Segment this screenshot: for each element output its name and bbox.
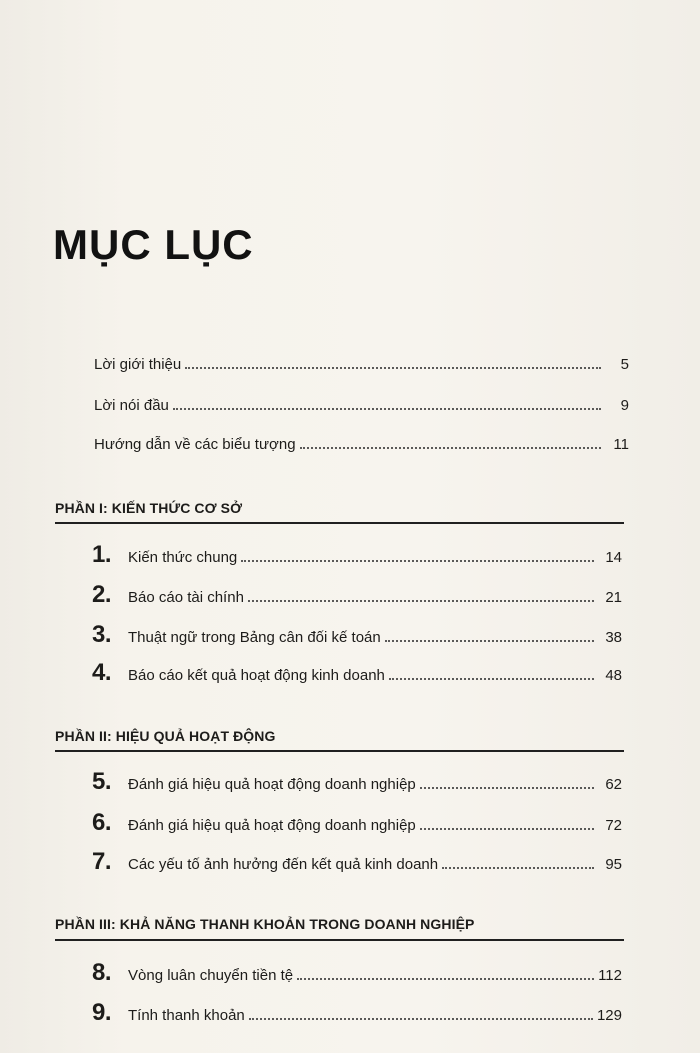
chapter-number: 6.	[92, 809, 112, 836]
chapter-number: 3.	[92, 621, 112, 648]
chapter-number: 4.	[92, 659, 112, 686]
entry-label: Đánh giá hiệu quả hoạt động doanh nghiệp	[128, 817, 416, 834]
page-number: 48	[605, 667, 622, 684]
entry-label: Kiến thức chung	[128, 549, 238, 566]
page-title: MỤC LỤC	[53, 221, 254, 268]
toc-entry-chapter-6	[92, 811, 622, 835]
dot-leader	[241, 559, 594, 562]
entry-label: Vòng luân chuyển tiền tệ	[128, 967, 294, 984]
entry-label: Đánh giá hiệu quả hoạt động doanh nghiệp	[128, 776, 416, 793]
section-heading-3: PHẦN III: KHẢ NĂNG THANH KHOẢN TRONG DOANH NGHIỆP	[55, 916, 475, 932]
dot-leader	[300, 446, 601, 449]
entry-label: Báo cáo kết quả hoạt động kinh doanh	[128, 667, 385, 684]
dot-leader	[420, 786, 594, 789]
section-divider-1	[55, 522, 624, 524]
dot-leader	[420, 827, 594, 830]
toc-entry-intro-2	[94, 391, 629, 415]
page-number: 112	[598, 967, 622, 984]
page-number: 129	[596, 1007, 622, 1024]
toc-entry-intro-3	[94, 430, 629, 454]
page-number: 95	[605, 856, 622, 873]
chapter-number: 5.	[92, 768, 112, 795]
page-number: 5	[620, 356, 629, 373]
chapter-number: 7.	[92, 848, 112, 875]
entry-label: Hướng dẫn về các biểu tượng	[94, 436, 296, 453]
entry-label: Thuật ngữ trong Bảng cân đối kế toán	[128, 629, 381, 646]
toc-entry-chapter-1	[92, 543, 622, 567]
toc-entry-chapter-2	[92, 583, 622, 607]
dot-leader	[248, 599, 594, 602]
page-number: 72	[605, 817, 622, 834]
entry-label: Các yếu tố ảnh hưởng đến kết quả kinh doanh	[128, 856, 439, 873]
toc-entry-chapter-4	[92, 661, 622, 685]
dot-leader	[173, 407, 601, 410]
dot-leader	[249, 1017, 593, 1020]
page-number: 11	[613, 436, 629, 453]
chapter-number: 2.	[92, 581, 112, 608]
section-heading-1: PHẦN I: KIẾN THỨC CƠ SỞ	[55, 500, 243, 516]
entry-label: Lời nói đầu	[94, 397, 169, 414]
dot-leader	[185, 366, 601, 369]
toc-entry-intro-1	[94, 350, 629, 374]
dot-leader	[297, 977, 594, 980]
page-number: 62	[605, 776, 622, 793]
toc-entry-chapter-7	[92, 850, 622, 874]
page-number: 14	[605, 549, 622, 566]
page-number: 9	[620, 397, 629, 414]
chapter-number: 8.	[92, 959, 112, 986]
section-divider-2	[55, 750, 624, 752]
entry-label: Tính thanh khoản	[128, 1007, 245, 1024]
section-heading-2: PHẦN II: HIỆU QUẢ HOẠT ĐỘNG	[55, 728, 276, 744]
page-number: 21	[605, 589, 622, 606]
toc-entry-chapter-5	[92, 770, 622, 794]
chapter-number: 9.	[92, 999, 112, 1026]
entry-label: Báo cáo tài chính	[128, 589, 244, 606]
page-number: 38	[605, 629, 622, 646]
toc-entry-chapter-3	[92, 623, 622, 647]
dot-leader	[385, 639, 594, 642]
dot-leader	[389, 677, 594, 680]
entry-label: Lời giới thiệu	[94, 356, 182, 373]
toc-entry-chapter-8	[92, 961, 622, 985]
toc-entry-chapter-9	[92, 1001, 622, 1025]
chapter-number: 1.	[92, 541, 112, 568]
dot-leader	[442, 866, 594, 869]
section-divider-3	[55, 939, 624, 941]
